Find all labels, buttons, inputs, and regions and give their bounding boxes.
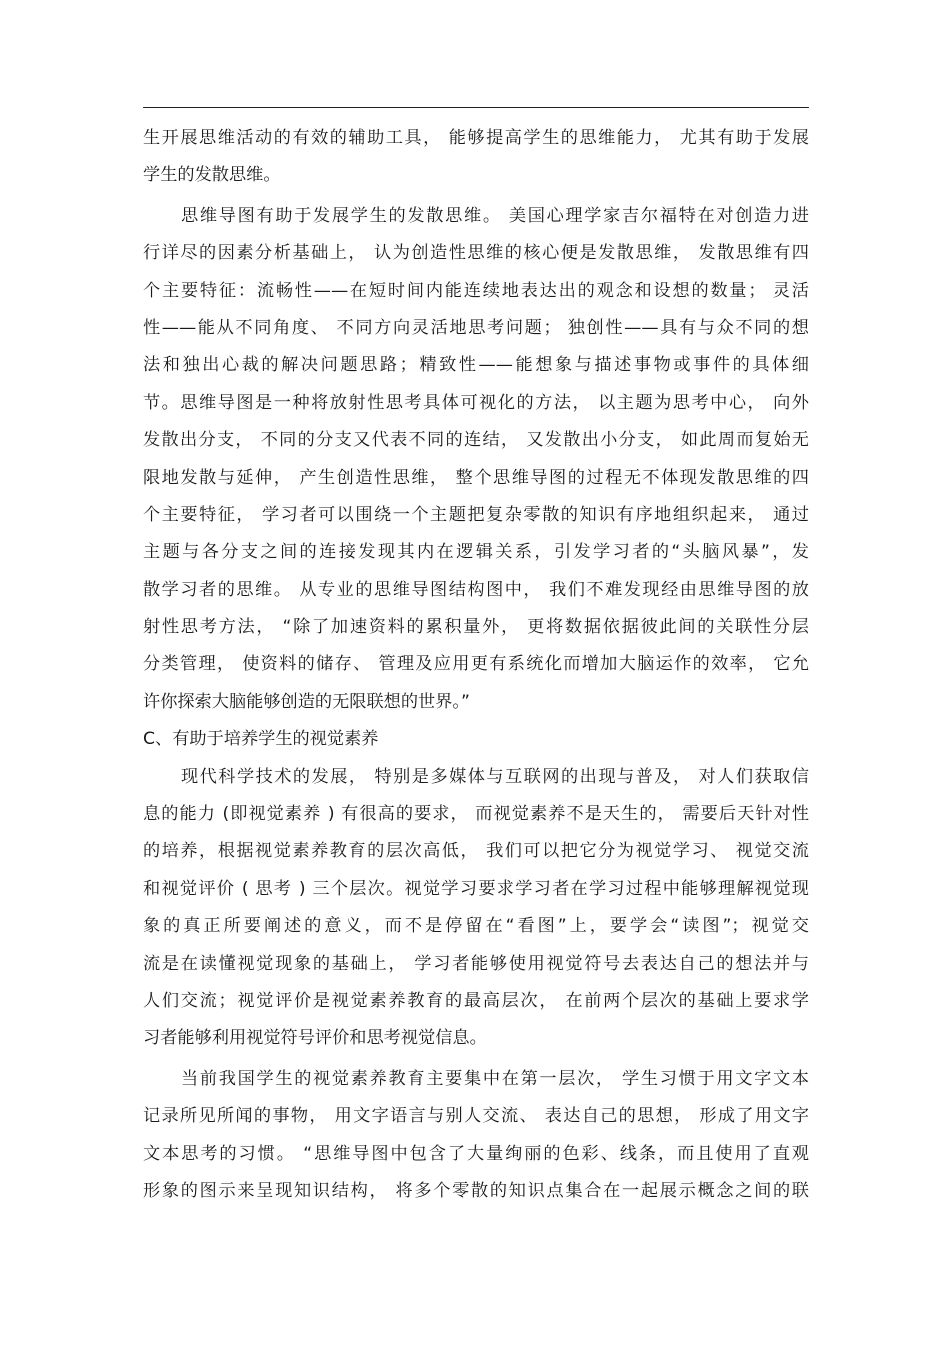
text-line: 象的真正所要阐述的意义，而不是停留在“看图”上，要学会“读图”；视觉交 xyxy=(143,916,809,937)
text-line: 记录所见所闻的事物， 用文字语言与别人交流、 表达自己的思想， 形成了用文字 xyxy=(143,1106,809,1127)
text-line: 现代科学技术的发展， 特别是多媒体与互联网的出现与普及， 对人们获取信 xyxy=(181,766,809,787)
text-line: 形象的图示来呈现知识结构， 将多个零散的知识点集合在一起展示概念之间的联 xyxy=(143,1180,809,1201)
text-line: 分类管理， 使资料的储存、 管理及应用更有系统化而增加大脑运作的效率， 它允 xyxy=(143,654,809,675)
text-line: 学生的发散思维。 xyxy=(143,165,281,186)
text-line: 文本思考的习惯。 “思维导图中包含了大量绚丽的色彩、线条，而且使用了直观 xyxy=(143,1143,809,1164)
text-line: C、有助于培养学生的视觉素养 xyxy=(143,729,379,750)
text-line: 个主要特征：流畅性——在短时间内能连续地表达出的观念和设想的数量； 灵活 xyxy=(143,280,809,301)
text-line: 发散出分支， 不同的分支又代表不同的连结， 又发散出小分支， 如此周而复始无 xyxy=(143,430,809,451)
text-line: 思维导图有助于发展学生的发散思维。 美国心理学家吉尔福特在对创造力进 xyxy=(181,205,809,226)
text-line: 和视觉评价 ( 思考 ) 三个层次。视觉学习要求学习者在学习过程中能够理解视觉现 xyxy=(143,878,809,899)
text-line: 当前我国学生的视觉素养教育主要集中在第一层次， 学生习惯于用文字文本 xyxy=(181,1068,809,1089)
text-line: 许你探索大脑能够创造的无限联想的世界。” xyxy=(143,691,470,712)
text-line: 个主要特征， 学习者可以围绕一个主题把复杂零散的知识有序地组织起来， 通过 xyxy=(143,504,809,525)
text-line: 法和独出心裁的解决问题思路；精致性——能想象与描述事物或事件的具体细 xyxy=(143,355,809,376)
text-line: 流是在读懂视觉现象的基础上， 学习者能够使用视觉符号去表达自己的想法并与 xyxy=(143,953,809,974)
text-line: 主题与各分支之间的连接发现其内在逻辑关系，引发学习者的“头脑风暴”，发 xyxy=(143,542,809,563)
text-line: 射性思考方法， “除了加速资料的累积量外， 更将数据依据彼此间的关联性分层 xyxy=(143,617,809,638)
text-line: 散学习者的思维。 从专业的思维导图结构图中， 我们不难发现经由思维导图的放 xyxy=(143,579,809,600)
text-line: 人们交流；视觉评价是视觉素养教育的最高层次， 在前两个层次的基础上要求学 xyxy=(143,990,809,1011)
text-line: 性——能从不同角度、 不同方向灵活地思考问题； 独创性——具有与众不同的想 xyxy=(143,317,809,338)
text-line: 生开展思维活动的有效的辅助工具， 能够提高学生的思维能力， 尤其有助于发展 xyxy=(143,128,809,148)
text-line: 限地发散与延伸， 产生创造性思维， 整个思维导图的过程无不体现发散思维的四 xyxy=(143,467,809,488)
document-body xyxy=(143,120,809,1210)
text-line: 的培养，根据视觉素养教育的层次高低， 我们可以把它分为视觉学习、 视觉交流 xyxy=(143,841,809,862)
text-line: 息的能力 (即视觉素养 ) 有很高的要求， 而视觉素养不是天生的， 需要后天针对性 xyxy=(143,804,809,825)
header-rule xyxy=(143,107,809,108)
text-line: 节。思维导图是一种将放射性思考具体可视化的方法， 以主题为思考中心， 向外 xyxy=(143,392,809,413)
text-line: 习者能够利用视觉符号评价和思考视觉信息。 xyxy=(143,1028,487,1049)
text-line: 行详尽的因素分析基础上， 认为创造性思维的核心便是发散思维， 发散思维有四 xyxy=(143,243,809,264)
